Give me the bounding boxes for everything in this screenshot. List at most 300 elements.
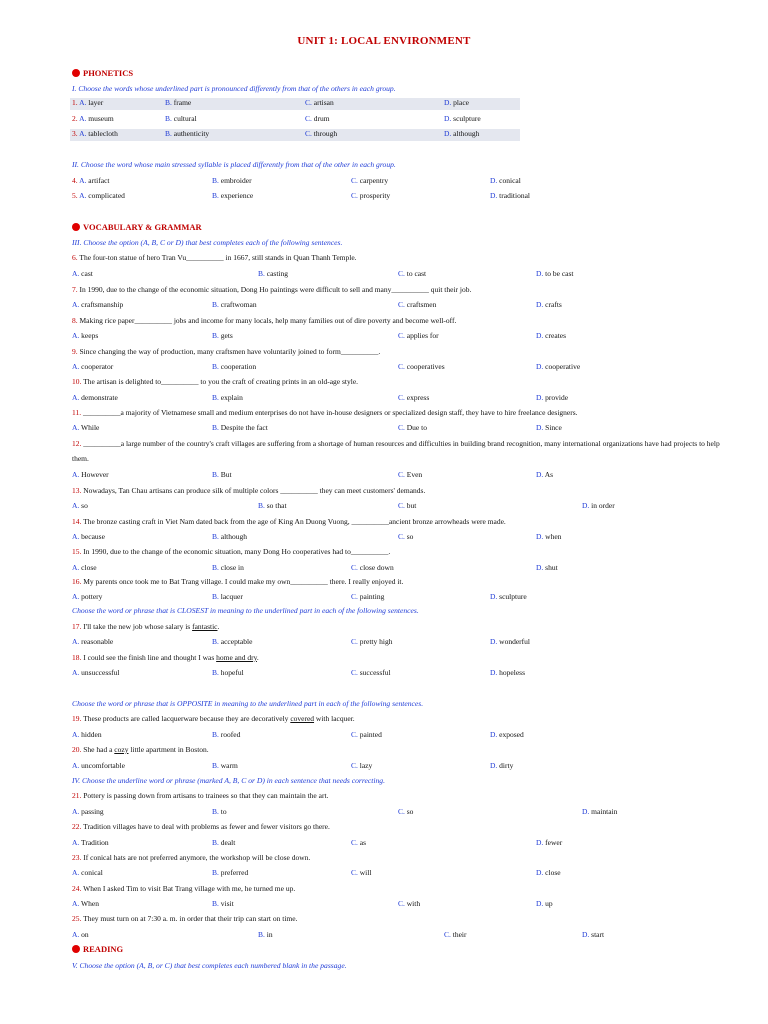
option-a[interactable]: A. When xyxy=(72,899,99,908)
option-letter: C. xyxy=(351,637,358,646)
options-24 xyxy=(72,899,712,911)
option-letter: A. xyxy=(72,807,80,816)
question-text: The artisan is delighted to__________ to you the craft of creating prints in an old-age style. xyxy=(83,377,359,386)
option-b[interactable]: B. lacquer xyxy=(212,592,243,601)
option-letter: C. xyxy=(305,98,312,107)
page-title: UNIT 1: LOCAL ENVIRONMENT xyxy=(297,35,471,47)
options-15 xyxy=(72,563,712,575)
options-17 xyxy=(72,637,712,649)
option-letter: D. xyxy=(444,129,452,138)
option-letter: C. xyxy=(398,423,405,432)
option-a[interactable]: A. museum xyxy=(79,114,114,123)
options-6 xyxy=(72,269,712,281)
option-a[interactable]: A. because xyxy=(72,532,105,541)
option-b[interactable]: B. casting xyxy=(258,269,289,278)
instruction-iii: III. Choose the option (A, B, C or D) that best completes each of the following sentences. xyxy=(72,238,343,247)
option-letter: B. xyxy=(212,393,219,402)
option-letter: A. xyxy=(72,501,80,510)
option-letter: B. xyxy=(212,563,219,572)
option-a[interactable]: A. tablecloth xyxy=(79,129,118,138)
option-letter: D. xyxy=(444,114,452,123)
option-letter: D. xyxy=(490,730,498,739)
option-letter: D. xyxy=(490,176,498,185)
option-letter: B. xyxy=(212,592,219,601)
option-c[interactable]: C. their xyxy=(444,930,467,939)
option-letter: D. xyxy=(582,807,590,816)
question-number: 16. xyxy=(72,577,82,586)
section-phonetics xyxy=(72,68,133,78)
option-letter: B. xyxy=(165,129,172,138)
option-letter: B. xyxy=(212,838,219,847)
options-13 xyxy=(72,501,712,513)
question-number: 15. xyxy=(72,547,82,556)
instruction-v: V. Choose the option (A, B, or C) that best completes each numbered blank in the passage. xyxy=(72,961,347,970)
question-text: My parents once took me to Bat Trang village. I could make my own__________ there. I really enjoyed it. xyxy=(83,577,404,586)
question-number: 2. xyxy=(72,114,78,123)
option-b[interactable]: B. dealt xyxy=(212,838,236,847)
option-b[interactable]: B. visit xyxy=(212,899,234,908)
option-d[interactable]: D. crafts xyxy=(536,300,562,309)
question-text-end: with lacquer. xyxy=(314,714,355,723)
question-number: 18. xyxy=(72,653,82,662)
option-a[interactable]: A. hidden xyxy=(72,730,102,739)
section-reading xyxy=(72,944,123,954)
question-13 xyxy=(72,486,732,495)
underlined-phrase: home and dry xyxy=(216,653,257,662)
option-d[interactable]: D. close xyxy=(536,868,561,877)
option-letter: A. xyxy=(79,191,87,200)
option-letter: D. xyxy=(536,331,544,340)
question-number: 22. xyxy=(72,822,82,831)
option-c[interactable]: C. applies for xyxy=(398,331,439,340)
question-text-end: . xyxy=(217,622,220,631)
option-letter: A. xyxy=(72,362,80,371)
option-letter: B. xyxy=(258,930,265,939)
option-c[interactable]: C. painted xyxy=(351,730,382,739)
option-letter: A. xyxy=(72,532,80,541)
option-a[interactable]: A. uncomfortable xyxy=(72,761,125,770)
option-c[interactable]: C. to cast xyxy=(398,269,427,278)
option-a[interactable]: A. on xyxy=(72,930,89,939)
question-number: 25. xyxy=(72,914,82,923)
option-letter: A. xyxy=(72,668,80,677)
options-9 xyxy=(72,362,712,374)
option-a[interactable]: A. unsuccessful xyxy=(72,668,120,677)
option-a[interactable]: A. However xyxy=(72,470,109,479)
question-text: Tradition villages have to deal with problems as fewer and fewer visitors go there. xyxy=(83,822,330,831)
option-letter: C. xyxy=(398,501,405,510)
question-text: I'll take the new job whose salary is xyxy=(83,622,193,631)
option-b[interactable]: B. warm xyxy=(212,761,238,770)
question-text: __________a majority of Vietnamese small and medium enterprises do not have in-house designers or specialized design staff, they have to hire freelance designers. xyxy=(82,408,578,417)
question-text: Making rice paper__________ jobs and income for many locals, help many families out of dire poverty and become well-off. xyxy=(79,316,457,325)
option-letter: B. xyxy=(165,98,172,107)
option-a[interactable]: A. Tradition xyxy=(72,838,109,847)
option-b[interactable]: B. But xyxy=(212,470,232,479)
option-b[interactable]: B. hopeful xyxy=(212,668,244,677)
option-a[interactable]: A. reasonable xyxy=(72,637,114,646)
question-9 xyxy=(72,347,732,356)
option-letter: C. xyxy=(351,868,358,877)
question-text: If conical hats are not preferred anymore, the workshop will be close down. xyxy=(83,853,311,862)
question-number: 11. xyxy=(72,408,82,417)
option-letter: B. xyxy=(212,868,219,877)
question-text: She had a xyxy=(83,745,115,754)
question-number: 17. xyxy=(72,622,82,631)
option-b[interactable]: B. to xyxy=(212,807,227,816)
section-label: PHONETICS xyxy=(83,68,134,78)
option-c[interactable]: C. with xyxy=(398,899,421,908)
question-number: 4. xyxy=(72,176,78,185)
question-number: 8. xyxy=(72,316,78,325)
option-a[interactable]: A. layer xyxy=(79,98,104,107)
option-letter: C. xyxy=(351,730,358,739)
option-letter: B. xyxy=(212,730,219,739)
option-letter: B. xyxy=(212,637,219,646)
option-d[interactable]: D. up xyxy=(536,899,553,908)
option-c[interactable]: C. lazy xyxy=(351,761,373,770)
option-d[interactable]: D. maintain xyxy=(582,807,618,816)
options-20 xyxy=(72,761,712,773)
option-letter: D. xyxy=(490,191,498,200)
option-d[interactable]: D. when xyxy=(536,532,562,541)
question-number: 10. xyxy=(72,377,82,386)
question-15 xyxy=(72,547,732,556)
option-letter: D. xyxy=(536,532,544,541)
option-letter: D. xyxy=(490,761,498,770)
question-19 xyxy=(72,714,732,723)
stress-row-5 xyxy=(72,191,712,203)
option-letter: A. xyxy=(72,563,80,572)
option-letter: B. xyxy=(212,300,219,309)
option-letter: C. xyxy=(351,761,358,770)
section-vocabulary xyxy=(72,222,202,232)
question-number: 19. xyxy=(72,714,82,723)
instruction-i: I. Choose the words whose underlined part is pronounced differently from that of the others in each group. xyxy=(72,84,396,93)
option-b[interactable]: B. frame xyxy=(165,98,192,107)
question-text: In 1990, due to the change of the economic situation, many Dong Ho cooperatives had to__________. xyxy=(83,547,391,556)
options-11 xyxy=(72,423,712,435)
option-c[interactable]: C. pretty high xyxy=(351,637,393,646)
option-letter: A. xyxy=(72,592,80,601)
option-letter: D. xyxy=(490,668,498,677)
option-b[interactable]: B. although xyxy=(212,532,248,541)
question-number: 20. xyxy=(72,745,82,754)
option-d[interactable]: D. sculpture xyxy=(444,114,481,123)
option-c[interactable]: C. so xyxy=(398,807,414,816)
options-25 xyxy=(72,930,712,942)
option-c[interactable]: C. will xyxy=(351,868,372,877)
option-a[interactable]: A. pottery xyxy=(72,592,103,601)
option-letter: A. xyxy=(79,98,87,107)
options-19 xyxy=(72,730,712,742)
option-b[interactable]: B. cultural xyxy=(165,114,197,123)
option-d[interactable]: D. in order xyxy=(582,501,615,510)
option-letter: C. xyxy=(351,592,358,601)
option-c[interactable]: C. cooperatives xyxy=(398,362,445,371)
option-letter: D. xyxy=(444,98,452,107)
option-a[interactable]: A. close xyxy=(72,563,97,572)
option-b[interactable]: B. close in xyxy=(212,563,244,572)
option-c[interactable]: C. painting xyxy=(351,592,385,601)
option-d[interactable]: D. traditional xyxy=(490,191,530,200)
option-d[interactable]: D. provide xyxy=(536,393,569,402)
option-letter: C. xyxy=(398,362,405,371)
option-letter: C. xyxy=(398,899,405,908)
options-21 xyxy=(72,807,712,819)
instruction-opposite: Choose the word or phrase that is OPPOSITE in meaning to the underlined part in each of the following sentences. xyxy=(72,699,424,708)
option-d[interactable]: D. exposed xyxy=(490,730,524,739)
option-letter: D. xyxy=(536,899,544,908)
option-b[interactable]: B. preferred xyxy=(212,868,249,877)
option-letter: C. xyxy=(398,807,405,816)
option-b[interactable]: B. experience xyxy=(212,191,254,200)
option-b[interactable]: B. craftwoman xyxy=(212,300,257,309)
question-21 xyxy=(72,791,732,800)
options-23 xyxy=(72,868,712,880)
option-d[interactable]: D. although xyxy=(444,129,480,138)
option-a[interactable]: A. demonstrate xyxy=(72,393,118,402)
option-letter: D. xyxy=(536,563,544,572)
question-text: They must turn on at 7:30 a. m. in order that their trip can start on time. xyxy=(83,914,298,923)
option-d[interactable]: D. wonderful xyxy=(490,637,530,646)
question-number: 7. xyxy=(72,285,78,294)
option-a[interactable]: A. passing xyxy=(72,807,104,816)
option-letter: B. xyxy=(212,191,219,200)
option-b[interactable]: B. in xyxy=(258,930,273,939)
option-letter: A. xyxy=(72,393,80,402)
option-c[interactable]: C. craftsmen xyxy=(398,300,437,309)
question-24 xyxy=(72,884,732,893)
option-d[interactable]: D. hopeless xyxy=(490,668,526,677)
question-16 xyxy=(72,577,732,586)
option-letter: B. xyxy=(212,331,219,340)
question-text: The bronze casting craft in Viet Nam dated back from the age of King An Duong Vuong, __________ancient bronze arrowheads were made. xyxy=(83,517,506,526)
option-c[interactable]: C. artisan xyxy=(305,98,334,107)
option-letter: A. xyxy=(72,730,80,739)
option-c[interactable]: C. prosperity xyxy=(351,191,391,200)
option-b[interactable]: B. acceptable xyxy=(212,637,253,646)
question-number: 21. xyxy=(72,791,82,800)
option-d[interactable]: D. cooperative xyxy=(536,362,581,371)
option-letter: A. xyxy=(72,300,80,309)
option-a[interactable]: A. craftsmanship xyxy=(72,300,124,309)
option-letter: A. xyxy=(72,423,80,432)
option-letter: A. xyxy=(72,930,80,939)
question-text: __________a large number of the country's craft villages are suffering from a shortage of human resources and difficulties in building brand recognition, many international organizations have had projects to help them. xyxy=(72,439,720,463)
option-letter: C. xyxy=(305,129,312,138)
question-text: The four-ton statue of hero Tran Vu__________ in 1667, still stands in Quan Thanh Temple. xyxy=(79,253,357,262)
phonetics-row-2 xyxy=(70,114,520,126)
underlined-phrase: fantastic xyxy=(192,622,218,631)
option-b[interactable]: B. so that xyxy=(258,501,287,510)
option-d[interactable]: D. start xyxy=(582,930,605,939)
option-d[interactable]: D. sculpture xyxy=(490,592,527,601)
option-letter: C. xyxy=(351,668,358,677)
option-letter: A. xyxy=(72,637,80,646)
option-letter: C. xyxy=(305,114,312,123)
option-letter: A. xyxy=(72,761,80,770)
option-letter: A. xyxy=(72,838,80,847)
option-letter: D. xyxy=(536,423,544,432)
option-d[interactable]: D. shut xyxy=(536,563,558,572)
question-10 xyxy=(72,377,732,386)
instruction-closest: Choose the word or phrase that is CLOSEST in meaning to the underlined part in each of the following sentences. xyxy=(72,606,419,615)
options-12 xyxy=(72,470,712,482)
option-c[interactable]: C. but xyxy=(398,501,417,510)
option-letter: C. xyxy=(398,300,405,309)
option-letter: A. xyxy=(79,176,87,185)
option-letter: B. xyxy=(165,114,172,123)
option-letter: C. xyxy=(398,269,405,278)
question-7 xyxy=(72,285,732,294)
option-d[interactable]: D. to be cast xyxy=(536,269,574,278)
option-letter: B. xyxy=(212,532,219,541)
option-letter: B. xyxy=(212,423,219,432)
option-letter: D. xyxy=(536,470,544,479)
question-text: Nowadays, Tan Chau artisans can produce silk of multiple colors __________ they can meet customers' demands. xyxy=(83,486,426,495)
option-letter: B. xyxy=(258,501,265,510)
option-letter: C. xyxy=(351,191,358,200)
phonetics-row-3 xyxy=(70,129,520,141)
option-b[interactable]: B. cooperation xyxy=(212,362,257,371)
option-c[interactable]: C. as xyxy=(351,838,367,847)
question-8 xyxy=(72,316,732,325)
option-c[interactable]: C. through xyxy=(305,129,338,138)
option-letter: C. xyxy=(351,838,358,847)
option-letter: B. xyxy=(212,899,219,908)
option-letter: D. xyxy=(490,637,498,646)
option-letter: D. xyxy=(536,300,544,309)
option-letter: C. xyxy=(398,393,405,402)
option-c[interactable]: C. Due to xyxy=(398,423,427,432)
section-label: VOCABULARY & GRAMMAR xyxy=(83,222,202,232)
option-a[interactable]: A. cast xyxy=(72,269,93,278)
question-number: 13. xyxy=(72,486,82,495)
question-number: 5. xyxy=(72,191,78,200)
question-number: 12. xyxy=(72,439,82,448)
question-text: Pottery is passing down from artisans to trainees so that they can maintain the art. xyxy=(83,791,329,800)
question-11 xyxy=(72,408,732,417)
option-d[interactable]: D. creates xyxy=(536,331,566,340)
option-a[interactable]: A. cooperator xyxy=(72,362,114,371)
question-number: 23. xyxy=(72,853,82,862)
question-text: When I asked Tim to visit Bat Trang village with me, he turned me up. xyxy=(83,884,296,893)
option-d[interactable]: D. fewer xyxy=(536,838,563,847)
question-text-end: little apartment in Boston. xyxy=(128,745,209,754)
question-25 xyxy=(72,914,732,923)
question-number: 1. xyxy=(72,98,78,107)
options-14 xyxy=(72,532,712,544)
option-letter: C. xyxy=(398,532,405,541)
option-letter: C. xyxy=(351,563,358,572)
option-a[interactable]: A. conical xyxy=(72,868,103,877)
options-18 xyxy=(72,668,712,680)
section-label: READING xyxy=(83,944,124,954)
option-letter: B. xyxy=(212,807,219,816)
underlined-phrase: cozy xyxy=(114,745,129,754)
question-text: Since changing the way of production, many craftsmen have voluntarily joined to form__________. xyxy=(79,347,381,356)
option-letter: A. xyxy=(72,899,80,908)
options-10 xyxy=(72,393,712,405)
option-letter: B. xyxy=(212,668,219,677)
option-a[interactable]: A. keeps xyxy=(72,331,99,340)
option-b[interactable]: B. embroider xyxy=(212,176,252,185)
option-letter: A. xyxy=(72,470,80,479)
question-17 xyxy=(72,622,732,631)
option-d[interactable]: D. As xyxy=(536,470,554,479)
option-b[interactable]: B. authenticity xyxy=(165,129,210,138)
option-b[interactable]: B. Despite the fact xyxy=(212,423,268,432)
question-text-end: . xyxy=(256,653,259,662)
option-letter: D. xyxy=(582,501,590,510)
option-c[interactable]: C. Even xyxy=(398,470,423,479)
option-c[interactable]: C. drum xyxy=(305,114,330,123)
option-c[interactable]: C. so xyxy=(398,532,414,541)
question-number: 6. xyxy=(72,253,78,262)
option-b[interactable]: B. explain xyxy=(212,393,243,402)
option-d[interactable]: D. place xyxy=(444,98,469,107)
bullet-icon xyxy=(72,223,80,231)
option-letter: A. xyxy=(79,114,87,123)
stress-row-4 xyxy=(72,176,712,188)
question-number: 9. xyxy=(72,347,78,356)
question-text: In 1990, due to the change of the economic situation, Dong Ho paintings were difficult to sell and many__________ quit their job. xyxy=(79,285,472,294)
option-d[interactable]: D. dirty xyxy=(490,761,514,770)
option-letter: D. xyxy=(490,592,498,601)
option-a[interactable]: A. complicated xyxy=(79,191,125,200)
option-letter: D. xyxy=(582,930,590,939)
option-c[interactable]: C. express xyxy=(398,393,430,402)
option-letter: D. xyxy=(536,838,544,847)
options-16 xyxy=(72,592,712,604)
question-14 xyxy=(72,517,732,526)
question-text: These products are called lacquerware because they are decoratively xyxy=(83,714,291,723)
question-number: 3. xyxy=(72,129,78,138)
question-text: I could see the finish line and thought I was xyxy=(83,653,217,662)
options-7 xyxy=(72,300,712,312)
question-number: 24. xyxy=(72,884,82,893)
option-d[interactable]: D. Since xyxy=(536,423,562,432)
instruction-iv: IV. Choose the underline word or phrase (marked A, B, C or D) in each sentence that needs correcting. xyxy=(72,776,385,785)
option-letter: C. xyxy=(351,176,358,185)
option-a[interactable]: A. so xyxy=(72,501,88,510)
option-c[interactable]: C. carpentry xyxy=(351,176,389,185)
option-b[interactable]: B. gets xyxy=(212,331,233,340)
option-c[interactable]: C. successful xyxy=(351,668,391,677)
phonetics-row-1 xyxy=(70,98,520,110)
option-letter: B. xyxy=(212,470,219,479)
option-letter: C. xyxy=(444,930,451,939)
option-letter: D. xyxy=(536,269,544,278)
question-22 xyxy=(72,822,732,831)
option-a[interactable]: A. While xyxy=(72,423,100,432)
option-d[interactable]: D. conical xyxy=(490,176,521,185)
option-letter: B. xyxy=(212,362,219,371)
option-b[interactable]: B. roofed xyxy=(212,730,241,739)
option-letter: D. xyxy=(536,393,544,402)
question-18 xyxy=(72,653,732,662)
option-letter: A. xyxy=(72,331,80,340)
question-12 xyxy=(72,436,732,466)
options-8 xyxy=(72,331,712,343)
option-c[interactable]: C. close down xyxy=(351,563,394,572)
option-letter: B. xyxy=(212,761,219,770)
option-letter: A. xyxy=(79,129,87,138)
option-a[interactable]: A. artifact xyxy=(79,176,110,185)
question-23 xyxy=(72,853,732,862)
option-letter: A. xyxy=(72,868,80,877)
